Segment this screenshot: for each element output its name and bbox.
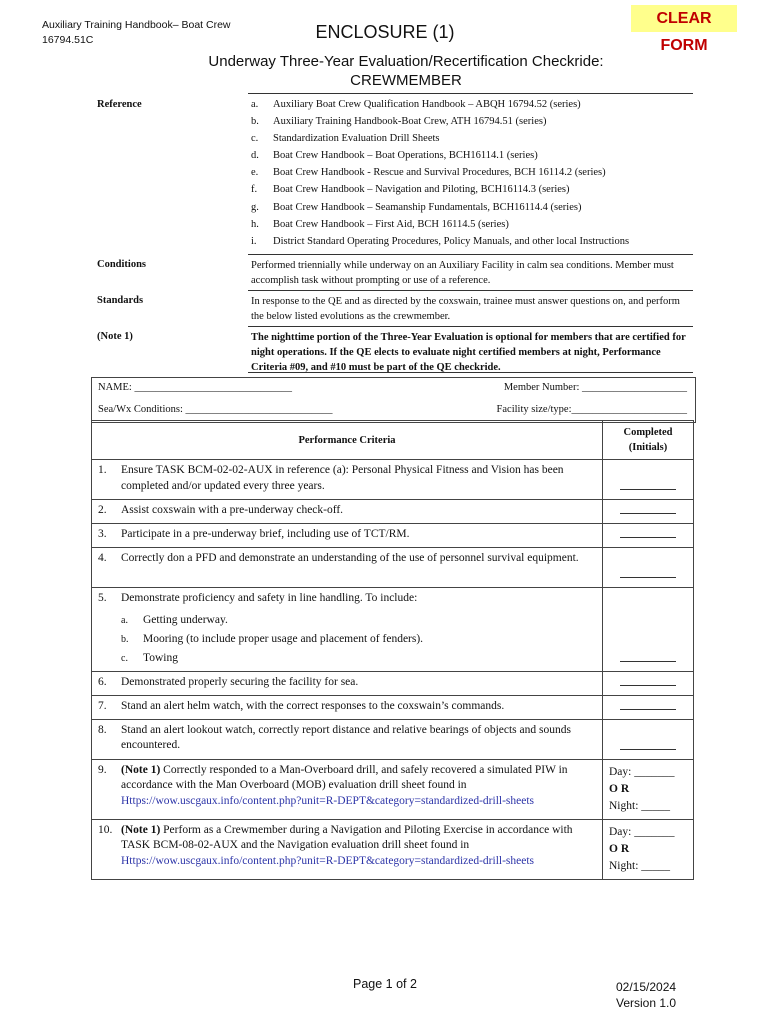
reference-item: h. Boat Crew Handbook – First Aid, BCH 16114.5 (series) bbox=[251, 218, 509, 230]
initials-field[interactable] bbox=[620, 505, 676, 514]
divider bbox=[248, 326, 693, 327]
reference-item: f. Boat Crew Handbook – Navigation and Piloting, BCH16114.3 (series) bbox=[251, 184, 570, 196]
reference-item: d. Boat Crew Handbook – Boat Operations, BCH16114.1 (series) bbox=[251, 150, 538, 162]
member-number-field[interactable]: Member Number: ____________________ bbox=[503, 382, 687, 393]
standards-text: In response to the QE and as directed by the coxswain, trainee must answer questions on, and perform the below listed evolutions as the crewmember. bbox=[251, 296, 680, 322]
reference-item: i. District Standard Operating Procedures, Policy Manuals, and other local Instructions bbox=[251, 235, 630, 247]
initials-field[interactable] bbox=[620, 741, 676, 750]
list-item: c. Towing bbox=[121, 651, 178, 664]
list-item: b. Mooring (to include proper usage and placement of fenders). bbox=[121, 632, 424, 645]
facility-type-field[interactable]: Facility size/type:______________________ bbox=[496, 404, 687, 415]
table-row: 9. (Note 1) Correctly responded to a Man-Overboard drill, and safely recovered a simulated PIW in accordance with the Man Overboard (MOB) evaluation drill sheet found in Https://wow.uscgaux.info/content.php?unit=R-DEPT&category=standardized-drill-sheets Day: _______ O R Night: _____ bbox=[92, 759, 694, 819]
night-field[interactable]: Night: _____ bbox=[609, 859, 671, 872]
divider bbox=[248, 93, 693, 94]
reference-list bbox=[251, 96, 629, 250]
table-row: 3. Participate in a pre-underway brief, including use of TCT/RM. bbox=[92, 524, 694, 548]
page-number: Page 1 of 2 bbox=[353, 977, 417, 991]
list-item: a. Getting underway. bbox=[121, 613, 228, 626]
reference-item: a. Auxiliary Boat Crew Qualification Handbook – ABQH 16794.52 (series) bbox=[251, 99, 581, 110]
day-night-field[interactable] bbox=[603, 819, 694, 879]
note-text: The nighttime portion of the Three-Year Evaluation is optional for members that are certified for night operations. If the QE elects to evaluate night certified members at night, Performance Criteria #09, and #10 must be part of the QE checkride. bbox=[251, 332, 686, 373]
table-row: 10. (Note 1) Perform as a Crewmember during a Navigation and Piloting Exercise in accordance with TASK BCM-08-02-AUX and the Navigation evaluation drill sheet found in Https://wow.uscgaux.info/content.php?unit=R-DEPT&category=standardized-drill-sheets Day: _______ O R Night: _____ bbox=[92, 819, 694, 879]
performance-criteria-table bbox=[91, 420, 694, 880]
table-row: 8. Stand an alert lookout watch, correctly report distance and relative bearings of objects and sounds encountered. bbox=[92, 719, 694, 759]
table-row: 6. Demonstrated properly securing the facility for sea. bbox=[92, 671, 694, 695]
evaluation-fields bbox=[91, 377, 696, 423]
day-field[interactable]: Day: _______ bbox=[609, 825, 675, 838]
title-line2: CREWMEMBER bbox=[350, 72, 462, 89]
initials-field[interactable] bbox=[620, 481, 676, 490]
reference-item: g. Boat Crew Handbook – Seamanship Fundamentals, BCH16114.4 (series) bbox=[251, 201, 582, 213]
or-label: O R bbox=[609, 782, 630, 795]
page-title bbox=[0, 52, 770, 90]
reference-item: b. Auxiliary Training Handbook-Boat Crew, ATH 16794.51 (series) bbox=[251, 116, 547, 128]
divider bbox=[248, 254, 693, 255]
drill-sheets-link[interactable]: Https://wow.uscgaux.info/content.php?unit=R-DEPT&category=standardized-drill-sheets bbox=[121, 854, 535, 867]
day-field[interactable]: Day: _______ bbox=[609, 765, 675, 778]
day-night-field[interactable] bbox=[603, 759, 694, 819]
completed-label: Completed bbox=[623, 427, 673, 438]
revision-date: 02/15/2024 bbox=[616, 980, 677, 994]
initials-field[interactable] bbox=[620, 677, 676, 686]
line-handling-sublist bbox=[121, 611, 596, 668]
table-row: 4. Correctly don a PFD and demonstrate an understanding of the use of personnel survival equipment. bbox=[92, 548, 694, 588]
initials-field[interactable] bbox=[620, 701, 676, 710]
title-line1: Underway Three-Year Evaluation/Recertification Checkride: bbox=[208, 53, 604, 70]
doc-number: 16794.51C bbox=[42, 34, 94, 46]
completed-header bbox=[603, 421, 694, 460]
drill-sheets-link[interactable]: Https://wow.uscgaux.info/content.php?unit=R-DEPT&category=standardized-drill-sheets bbox=[121, 794, 535, 807]
clear-form-button[interactable]: CLEAR FORM bbox=[631, 5, 737, 32]
table-row: 7. Stand an alert helm watch, with the correct responses to the coxswain’s commands. bbox=[92, 695, 694, 719]
name-field[interactable]: NAME: ______________________________ bbox=[98, 382, 292, 393]
reference-item: e. Boat Crew Handbook - Rescue and Survival Procedures, BCH 16114.2 (series) bbox=[251, 167, 606, 179]
table-row: 1. Ensure TASK BCM-02-02-AUX in reference (a): Personal Physical Fitness and Vision has been completed and/or updated every three years. bbox=[92, 460, 694, 500]
conditions-label: Conditions bbox=[97, 259, 147, 270]
conditions-text: Performed triennially while underway on an Auxiliary Facility in calm sea conditions. Member must accomplish task without prompting or use of a reference. bbox=[251, 260, 674, 286]
initials-field[interactable] bbox=[620, 569, 676, 578]
sea-wx-conditions-field[interactable]: Sea/Wx Conditions: ____________________________ bbox=[98, 404, 333, 415]
version-label: Version 1.0 bbox=[616, 996, 677, 1010]
doc-title: Auxiliary Training Handbook– Boat Crew bbox=[42, 19, 231, 31]
initials-field[interactable] bbox=[620, 653, 676, 662]
enclosure-title: ENCLOSURE (1) bbox=[315, 22, 455, 42]
reference-label: Reference bbox=[97, 99, 142, 110]
reference-item: c. Standardization Evaluation Drill Sheets bbox=[251, 133, 440, 145]
divider bbox=[248, 372, 693, 373]
or-label: O R bbox=[609, 842, 630, 855]
criteria-header: Performance Criteria bbox=[92, 421, 603, 460]
table-row: 5. Demonstrate proficiency and safety in line handling. To include: a. Getting underway. b. Mooring (to include proper usage and placement of fenders). c. Towing bbox=[92, 588, 694, 672]
night-field[interactable]: Night: _____ bbox=[609, 799, 671, 812]
divider bbox=[248, 290, 693, 291]
initials-label: (Initials) bbox=[628, 442, 668, 453]
table-header-row bbox=[92, 421, 694, 460]
standards-label: Standards bbox=[97, 295, 144, 306]
note-label: (Note 1) bbox=[97, 331, 133, 342]
footer-version-info bbox=[616, 979, 676, 1011]
initials-field[interactable] bbox=[620, 529, 676, 538]
table-row: 2. Assist coxswain with a pre-underway check-off. bbox=[92, 500, 694, 524]
